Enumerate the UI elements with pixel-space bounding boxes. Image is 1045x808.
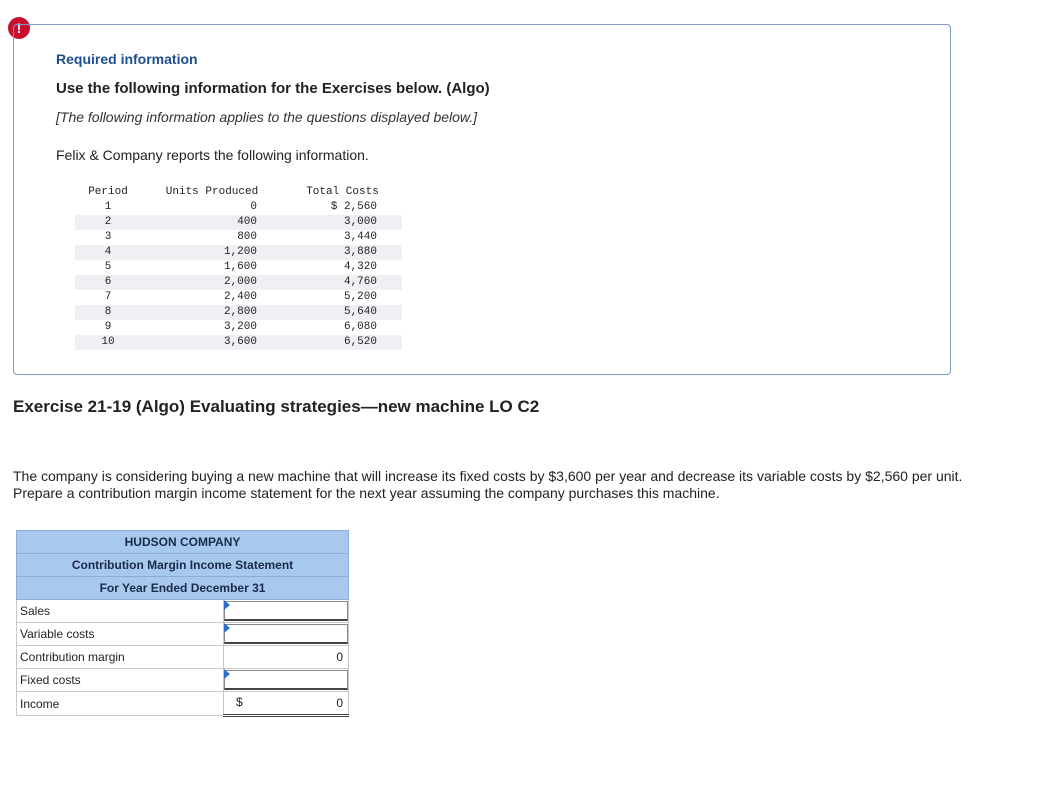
cost-data-table xyxy=(75,185,402,350)
statement-header-row xyxy=(17,531,349,554)
cell-units: 2,000 xyxy=(141,275,283,290)
cell-costs: 5,200 xyxy=(343,291,377,303)
header-units: Units Produced xyxy=(141,185,283,200)
dropdown-marker-icon[interactable] xyxy=(224,600,230,610)
cell-period: 7 xyxy=(104,291,112,303)
table-row xyxy=(75,335,402,350)
cell-units: 3,600 xyxy=(141,335,283,350)
cell-costs: 6,520 xyxy=(283,335,402,350)
income-value-cell xyxy=(224,692,349,716)
cell-period: 3 xyxy=(104,231,112,243)
cell-costs: 6,080 xyxy=(343,321,377,333)
table-row xyxy=(75,200,402,215)
cell-costs: 3,440 xyxy=(343,231,377,243)
dropdown-marker-icon[interactable] xyxy=(224,669,230,679)
sales-cell xyxy=(224,600,349,623)
income-statement xyxy=(16,530,349,717)
variable-costs-cell xyxy=(224,623,349,646)
header-period: Period xyxy=(75,185,141,200)
cell-period: 6 xyxy=(75,275,141,290)
use-info-text: Use the following information for the Exercises below. (Algo) xyxy=(56,80,490,97)
table-row xyxy=(75,230,402,245)
contribution-margin-value: 0 xyxy=(224,646,349,669)
income-value: 0 xyxy=(336,696,343,710)
dollar-sign: $ xyxy=(236,695,243,709)
cell-costs: 4,320 xyxy=(343,261,377,273)
sales-input[interactable] xyxy=(224,601,348,621)
exercise-title: Exercise 21-19 (Algo) Evaluating strategies—new machine LO C2 xyxy=(13,397,540,416)
table-header-row xyxy=(75,185,402,200)
table-row xyxy=(75,215,402,230)
problem-statement: The company is considering buying a new machine that will increase its fixed costs by $3,600 per year and decrease its variable costs by $2,560 per unit. Prepare a contribution margin income statement for the next year assuming the company purchases this machine. xyxy=(13,468,963,501)
required-information-box xyxy=(13,24,951,375)
table-row xyxy=(75,245,402,260)
cell-units: 800 xyxy=(237,231,257,243)
cell-units: 3,200 xyxy=(223,321,257,333)
statement-row-contribution-margin xyxy=(17,646,349,669)
statement-row-fixed-costs xyxy=(17,669,349,692)
company-intro: Felix & Company reports the following information. xyxy=(56,147,369,163)
row-label: Variable costs xyxy=(17,623,224,646)
cell-period: 2 xyxy=(75,215,141,230)
header-costs: Total Costs xyxy=(283,185,402,200)
statement-company: HUDSON COMPANY xyxy=(17,531,349,554)
fixed-costs-input[interactable] xyxy=(224,670,348,690)
cell-period: 8 xyxy=(75,305,141,320)
statement-header-row xyxy=(17,577,349,600)
cell-period: 10 xyxy=(75,335,141,350)
cell-units: 400 xyxy=(141,215,283,230)
statement-period: For Year Ended December 31 xyxy=(17,577,349,600)
table-row xyxy=(75,320,402,335)
row-label: Contribution margin xyxy=(17,646,224,669)
table-row xyxy=(75,260,402,275)
row-label: Income xyxy=(17,692,224,716)
table-row xyxy=(75,290,402,305)
cell-units: 1,200 xyxy=(141,245,283,260)
cell-units: 0 xyxy=(250,201,257,213)
statement-header-row xyxy=(17,554,349,577)
row-label: Fixed costs xyxy=(17,669,224,692)
cell-costs: 3,000 xyxy=(283,215,402,230)
exclamation-icon: ! xyxy=(8,17,30,39)
statement-row-sales xyxy=(17,600,349,623)
statement-name: Contribution Margin Income Statement xyxy=(17,554,349,577)
fixed-costs-cell xyxy=(224,669,349,692)
cell-units: 2,800 xyxy=(141,305,283,320)
cell-costs: 5,640 xyxy=(283,305,402,320)
applies-note: [The following information applies to the questions displayed below.] xyxy=(56,109,478,125)
cell-period: 1 xyxy=(104,201,112,213)
row-label: Sales xyxy=(17,600,224,623)
cell-costs: $ 2,560 xyxy=(330,201,377,213)
statement-row-variable-costs xyxy=(17,623,349,646)
statement-row-income xyxy=(17,692,349,716)
table-row xyxy=(75,275,402,290)
cell-units: 2,400 xyxy=(223,291,257,303)
cell-units: 1,600 xyxy=(223,261,257,273)
cell-period: 4 xyxy=(75,245,141,260)
cell-costs: 3,880 xyxy=(283,245,402,260)
required-info-title: Required information xyxy=(56,51,198,67)
cell-costs: 4,760 xyxy=(283,275,402,290)
dropdown-marker-icon[interactable] xyxy=(224,623,230,633)
cell-period: 5 xyxy=(104,261,112,273)
table-row xyxy=(75,305,402,320)
variable-costs-input[interactable] xyxy=(224,624,348,644)
cell-period: 9 xyxy=(104,321,112,333)
